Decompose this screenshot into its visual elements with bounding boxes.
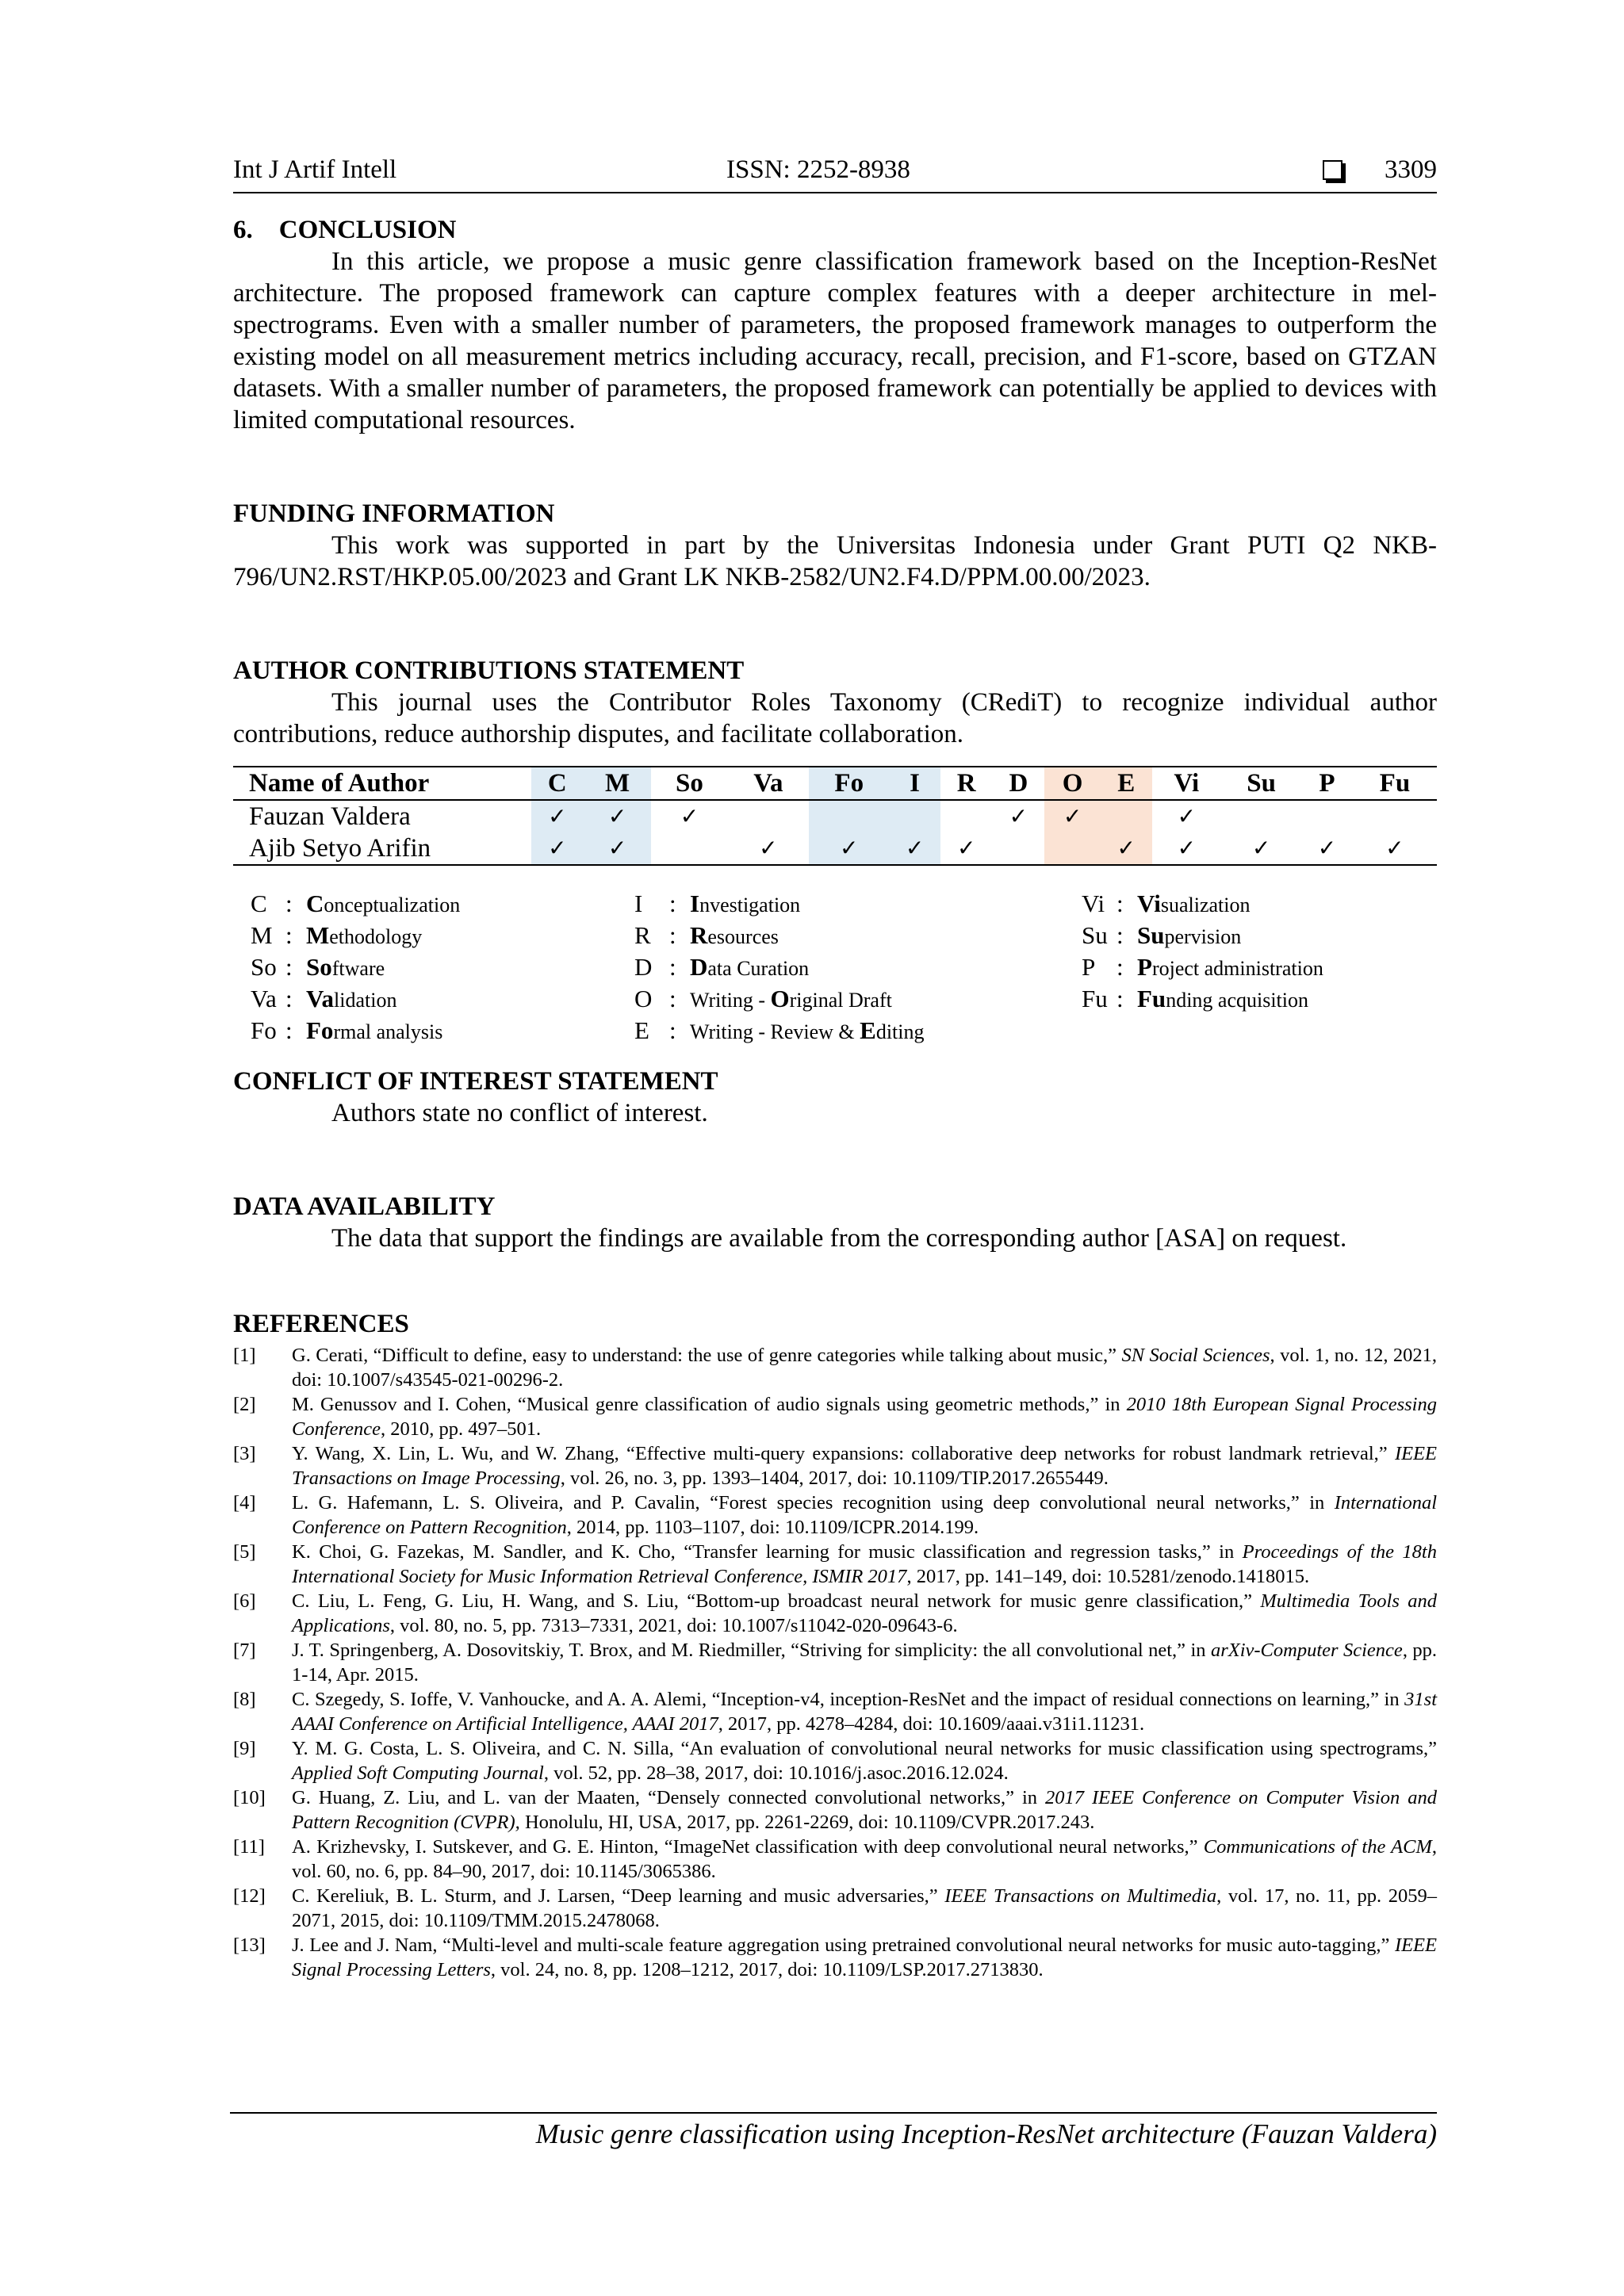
reference-segment: Honolulu, HI, USA, 2017, pp. 2261-2269, doi: 10.1109/CVPR.2017.243. [519, 1812, 1095, 1833]
reference-item [233, 1687, 1437, 1736]
legend-initial: E [860, 1016, 876, 1044]
legend-abbr: C [251, 890, 267, 917]
reference-venue: Communications of the ACM [1203, 1836, 1432, 1858]
legend-colon: : [669, 1016, 676, 1044]
legend-term: pervision [1164, 925, 1242, 948]
check-icon: ✓ [727, 832, 809, 865]
name-of-author-header: Name of Author [233, 767, 531, 800]
empty-cell [1301, 800, 1353, 832]
credit-column-header: Va [727, 767, 809, 800]
credit-column-header: Vi [1152, 767, 1222, 800]
legend-term: nvestigation [699, 894, 801, 916]
credit-column-header: Fu [1353, 767, 1437, 800]
reference-text [292, 1490, 1437, 1540]
reference-segment: , vol. 17, no. 11, pp. 2059–2071, 2015, doi: 10.1109/TMM.2015.2478068. [292, 1885, 1438, 1931]
section-spacer [233, 1047, 1437, 1066]
legend-entry [251, 920, 460, 951]
reference-venue: IEEE Transactions on Multimedia [944, 1885, 1217, 1907]
legend-entry [251, 983, 460, 1015]
legend-abbr: M [251, 921, 273, 949]
legend-colon: : [285, 890, 293, 917]
reference-number: [11] [233, 1836, 265, 1858]
reference-segment: , vol. 80, no. 5, pp. 7313–7331, 2021, doi: 10.1007/s11042-020-09643-6. [389, 1615, 958, 1636]
reference-segment: J. Lee and J. Nam, “Multi-level and multi-scale feature aggregation using pretrained convolutional neural networks for music auto-tagging,” [292, 1934, 1395, 1956]
legend-colon: : [669, 953, 676, 981]
credit-column-header: D [993, 767, 1045, 800]
reference-number: [6] [233, 1590, 256, 1612]
reference-segment: , 2017, pp. 4278–4284, doi: 10.1609/aaai.v31i1.11231. [718, 1713, 1145, 1735]
legend-prefix: Writing - Review & [690, 1020, 860, 1043]
reference-segment: Y. Wang, X. Lin, L. Wu, and W. Zhang, “Effective multi-query expansions: collaborative deep networks for robust landmark retrieval,” [292, 1443, 1395, 1464]
check-icon: ✓ [1353, 832, 1437, 865]
reference-number: [10] [233, 1787, 266, 1808]
legend-term: riginal Draft [789, 989, 892, 1012]
reference-number: [12] [233, 1885, 266, 1907]
credit-table-body [233, 800, 1437, 865]
legend-abbr: Vi [1082, 890, 1105, 917]
conflict-heading: CONFLICT OF INTEREST STATEMENT [233, 1067, 718, 1096]
check-icon: ✓ [584, 800, 652, 832]
legend-colon: : [285, 985, 293, 1012]
reference-segment: , vol. 26, no. 3, pp. 1393–1404, 2017, doi: 10.1109/TIP.2017.2655449. [560, 1468, 1109, 1489]
conflict-text: Authors state no conflict of interest. [331, 1099, 708, 1127]
reference-text [292, 1589, 1437, 1638]
reference-segment: K. Choi, G. Fazekas, M. Sandler, and K. Cho, “Transfer learning for music classification and regression tasks,” in [292, 1541, 1243, 1563]
empty-cell [1044, 832, 1101, 865]
reference-segment: M. Genussov and I. Cohen, “Musical genre classification of audio signals using geometric methods,” in [292, 1394, 1127, 1415]
reference-venue: 31st AAAI Conference on Artificial Intelligence, AAAI 2017 [292, 1689, 1437, 1735]
reference-venue: Applied Soft Computing Journal [292, 1762, 544, 1784]
reference-number: [3] [233, 1443, 256, 1464]
check-icon: ✓ [1152, 832, 1222, 865]
legend-initial: R [690, 921, 708, 949]
reference-number: [8] [233, 1689, 256, 1710]
check-icon: ✓ [531, 832, 584, 865]
reference-segment: , 2014, pp. 1103–1107, doi: 10.1109/ICPR.2014.199. [566, 1517, 979, 1538]
reference-venue: arXiv-Computer Science [1210, 1640, 1403, 1661]
credit-table-row [233, 800, 1437, 832]
reference-segment: L. G. Hafemann, L. S. Oliveira, and P. Cavalin, “Forest species recognition using deep convolutional neural networks,” in [292, 1492, 1335, 1513]
reference-item [233, 1441, 1437, 1490]
section-spacer [233, 436, 1437, 498]
reference-number: [13] [233, 1934, 266, 1956]
reference-text [292, 1736, 1437, 1785]
reference-text [292, 1933, 1437, 1982]
credit-column-header: O [1044, 767, 1101, 800]
legend-entry [634, 888, 925, 920]
credit-table-row [233, 832, 1437, 865]
data-availability-text: The data that support the findings are available from the corresponding author [ASA] on request. [331, 1224, 1347, 1253]
reference-item [233, 1638, 1437, 1687]
legend-term: onceptualization [324, 894, 461, 916]
empty-cell [940, 800, 993, 832]
data-availability-heading: DATA AVAILABILITY [233, 1192, 496, 1221]
running-header [233, 155, 1437, 193]
legend-entry [634, 983, 925, 1015]
legend-colon: : [1116, 953, 1124, 981]
reference-item [233, 1785, 1437, 1835]
check-icon: ✓ [1044, 800, 1101, 832]
author-contrib-heading: AUTHOR CONTRIBUTIONS STATEMENT [233, 656, 745, 685]
author-name: Fauzan Valdera [249, 802, 411, 831]
reference-segment: , pp. 1-14, Apr. 2015. [292, 1640, 1437, 1686]
check-icon: ✓ [1101, 832, 1152, 865]
legend-entry [251, 951, 460, 983]
reference-text [292, 1835, 1437, 1884]
reference-text [292, 1343, 1437, 1392]
legend-term: ata Curation [707, 957, 810, 980]
funding-heading: FUNDING INFORMATION [233, 499, 555, 528]
check-icon: ✓ [680, 803, 699, 829]
legend-initial: Fo [306, 1016, 334, 1044]
check-icon: ✓ [531, 800, 584, 832]
credit-column-header: E [1101, 767, 1152, 800]
author-contrib-text: This journal uses the Contributor Roles Taxonomy (CRediT) to recognize individual author contributions, reduce authorship disputes, and facilitate collaboration. [233, 688, 1437, 748]
reference-text [292, 1884, 1437, 1933]
empty-cell [1101, 800, 1152, 832]
reference-text [292, 1392, 1437, 1441]
legend-abbr: R [634, 921, 651, 949]
reference-segment: Y. M. G. Costa, L. S. Oliveira, and C. N. Silla, “An evaluation of convolutional neural networks for music classification using spectrograms,” [292, 1738, 1437, 1759]
credit-table [233, 766, 1437, 866]
legend-entry [1082, 920, 1323, 951]
credit-column-header: So [651, 767, 727, 800]
legend-entry [1082, 983, 1323, 1015]
reference-item [233, 1736, 1437, 1785]
check-icon: ✓ [1301, 832, 1353, 865]
legend-entry [634, 951, 925, 983]
reference-number: [2] [233, 1394, 256, 1415]
check-icon: ✓ [1009, 803, 1028, 829]
legend-initial: Va [306, 985, 335, 1012]
legend-colon: : [1116, 921, 1124, 949]
credit-column-header: Su [1221, 767, 1301, 800]
footer-rule [230, 2112, 1437, 2114]
author-name: Ajib Setyo Arifin [233, 832, 531, 865]
section-spacer [233, 1254, 1437, 1308]
credit-column-header: C [531, 767, 584, 800]
reference-number: [9] [233, 1738, 256, 1759]
legend-entry [251, 1015, 460, 1047]
legend-initial: C [306, 890, 324, 917]
check-icon: ✓ [1221, 832, 1301, 865]
reference-item [233, 1343, 1437, 1392]
credit-column-header: M [584, 767, 652, 800]
legend-initial: O [770, 985, 790, 1012]
check-icon: ✓ [940, 832, 993, 865]
reference-segment: C. Kereliuk, B. L. Sturm, and J. Larsen, “Deep learning and music adversaries,” [292, 1885, 945, 1907]
legend-term: esources [707, 925, 779, 948]
empty-cell [809, 800, 889, 832]
legend-abbr: Va [251, 985, 277, 1012]
legend-initial: M [306, 921, 330, 949]
reference-item [233, 1933, 1437, 1982]
credit-column-header: Fo [809, 767, 889, 800]
legend-initial: Su [1137, 921, 1165, 949]
reference-text [292, 1441, 1437, 1490]
legend-colon: : [669, 890, 676, 917]
reference-number: [4] [233, 1492, 256, 1513]
reference-segment: , 2010, pp. 497–501. [381, 1418, 542, 1440]
empty-cell [889, 800, 940, 832]
reference-item [233, 1589, 1437, 1638]
legend-initial: So [306, 953, 332, 981]
legend-entry [634, 920, 925, 951]
reference-segment: , vol. 52, pp. 28–38, 2017, doi: 10.1016/j.asoc.2016.12.024. [543, 1762, 1009, 1784]
empty-cell [727, 800, 809, 832]
running-footer: Music genre classification using Inception-ResNet architecture (Fauzan Valdera) [535, 2118, 1437, 2149]
reference-segment: J. T. Springenberg, A. Dosovitskiy, T. Brox, and M. Riedmiller, “Striving for simplicity: the all convolutional net,” in [292, 1640, 1211, 1661]
section-spacer [233, 593, 1437, 655]
check-icon: ✓ [584, 832, 652, 865]
legend-abbr: E [634, 1016, 649, 1044]
funding-text: This work was supported in part by the Universitas Indonesia under Grant PUTI Q2 NKB-796/UN2.RST/HKP.05.00/2023 and Grant LK NKB-2582/UN2.F4.D/PPM.00.00/2023. [233, 531, 1437, 591]
reference-number: [1] [233, 1345, 256, 1366]
reference-segment: , vol. 24, no. 8, pp. 1208–1212, 2017, doi: 10.1109/LSP.2017.2713830. [490, 1959, 1044, 1980]
legend-column [634, 888, 925, 1047]
legend-colon: : [1116, 890, 1124, 917]
legend-initial: Vi [1137, 890, 1161, 917]
legend-abbr: Fu [1082, 985, 1108, 1012]
reference-number: [7] [233, 1640, 256, 1661]
reference-segment: , vol. 60, no. 6, pp. 84–90, 2017, doi: 10.1145/3065386. [292, 1836, 1437, 1882]
reference-venue: 2017 IEEE Conference on Computer Vision and Pattern Recognition (CVPR), [292, 1787, 1437, 1833]
reference-item [233, 1490, 1437, 1540]
reference-item [233, 1392, 1437, 1441]
credit-table-header [233, 767, 1437, 800]
legend-term: roject administration [1151, 957, 1323, 980]
legend-abbr: O [634, 985, 653, 1012]
legend-abbr: So [251, 953, 277, 981]
conclusion-text: In this article, we propose a music genre classification framework based on the Inception-ResNet architecture. The proposed framework can capture complex features with a deeper architecture in mel-spectrograms. Even with a smaller number of parameters, the proposed framework manages to outperform the existing model on all measurement metrics including accuracy, recall, precision, and F1-score, based on GTZAN datasets. With a smaller number of parameters, the proposed framework can potentially be applied to devices with limited computational resources. [233, 247, 1437, 434]
legend-colon: : [285, 1016, 293, 1044]
legend-entry [1082, 888, 1323, 920]
reference-text [292, 1540, 1437, 1589]
main-content [233, 214, 1437, 1982]
legend-initial: D [690, 953, 708, 981]
section-spacer [233, 1129, 1437, 1191]
reference-list [233, 1343, 1437, 1982]
reference-venue: 2010 18th European Signal Processing Conference [292, 1394, 1437, 1440]
conclusion-heading: 6. CONCLUSION [233, 216, 457, 244]
legend-term: ethodology [329, 925, 423, 948]
reference-item [233, 1540, 1437, 1589]
legend-column [1082, 888, 1323, 1015]
legend-colon: : [1116, 985, 1124, 1012]
reference-item [233, 1884, 1437, 1933]
legend-colon: : [669, 985, 676, 1012]
credit-column-header: P [1301, 767, 1353, 800]
reference-segment: C. Liu, L. Feng, G. Liu, H. Wang, and S. Liu, “Bottom-up broadcast neural network for music genre classification,” [292, 1590, 1261, 1612]
page-number: 3309 [1385, 155, 1437, 184]
check-icon: ✓ [889, 832, 940, 865]
reference-venue: International Conference on Pattern Recognition [292, 1492, 1437, 1538]
reference-venue: IEEE Signal Processing Letters [292, 1934, 1437, 1980]
empty-cell [1353, 800, 1437, 832]
reference-venue: IEEE Transactions on Image Processing [292, 1443, 1437, 1489]
issn: ISSN: 2252-8938 [726, 155, 910, 184]
reference-segment: , vol. 1, no. 12, 2021, doi: 10.1007/s43545-021-00296-2. [292, 1345, 1438, 1391]
reference-segment: G. Cerati, “Difficult to define, easy to understand: the use of genre categories while talking about music,” [292, 1345, 1122, 1366]
reference-segment: C. Szegedy, S. Ioffe, V. Vanhoucke, and A. A. Alemi, “Inception-v4, inception-ResNet and the impact of residual connections on learning,” in [292, 1689, 1405, 1710]
reference-venue: Proceedings of the 18th International Society for Music Information Retrieval Conference, ISMIR 2017 [292, 1541, 1437, 1587]
legend-entry [251, 888, 460, 920]
credit-legend [233, 888, 1437, 1047]
check-icon: ✓ [1177, 803, 1197, 829]
legend-term: ftware [331, 957, 385, 980]
legend-term: sualization [1160, 894, 1251, 916]
legend-initial: I [690, 890, 700, 917]
reference-segment: G. Huang, Z. Liu, and L. van der Maaten, “Densely connected convolutional networks,” in [292, 1787, 1045, 1808]
reference-item [233, 1835, 1437, 1884]
empty-cell [651, 832, 727, 865]
journal-name: Int J Artif Intell [233, 155, 397, 184]
legend-term: nding acquisition [1166, 989, 1309, 1012]
reference-segment: A. Krizhevsky, I. Sutskever, and G. E. Hinton, “ImageNet classification with deep convolutional neural networks,” [292, 1836, 1204, 1858]
legend-abbr: D [634, 953, 653, 981]
legend-abbr: I [634, 890, 643, 917]
legend-colon: : [285, 953, 293, 981]
legend-initial: P [1137, 953, 1152, 981]
legend-column [251, 888, 460, 1047]
empty-cell [993, 832, 1045, 865]
credit-column-header: I [889, 767, 940, 800]
reference-number: [5] [233, 1541, 256, 1563]
empty-cell [1221, 800, 1301, 832]
legend-abbr: Su [1082, 921, 1108, 949]
legend-initial: Fu [1137, 985, 1166, 1012]
reference-text [292, 1785, 1437, 1835]
legend-abbr: Fo [251, 1016, 277, 1044]
legend-prefix: Writing - [690, 989, 771, 1012]
credit-column-header: R [940, 767, 993, 800]
reference-text [292, 1638, 1437, 1687]
check-icon: ✓ [809, 832, 889, 865]
legend-entry [634, 1015, 925, 1047]
reference-venue: SN Social Sciences [1121, 1345, 1270, 1366]
legend-entry [1082, 951, 1323, 983]
legend-term: rmal analysis [333, 1020, 443, 1043]
legend-abbr: P [1082, 953, 1096, 981]
legend-colon: : [285, 921, 293, 949]
reference-venue: Multimedia Tools and Applications [292, 1590, 1438, 1636]
legend-term: lidation [334, 989, 397, 1012]
legend-term: diting [875, 1020, 925, 1043]
reference-segment: , 2017, pp. 141–149, doi: 10.5281/zenodo.1418015. [906, 1566, 1310, 1587]
square-bullet-icon [1323, 160, 1342, 180]
references-heading: REFERENCES [233, 1310, 409, 1338]
legend-colon: : [669, 921, 676, 949]
reference-text [292, 1687, 1437, 1736]
